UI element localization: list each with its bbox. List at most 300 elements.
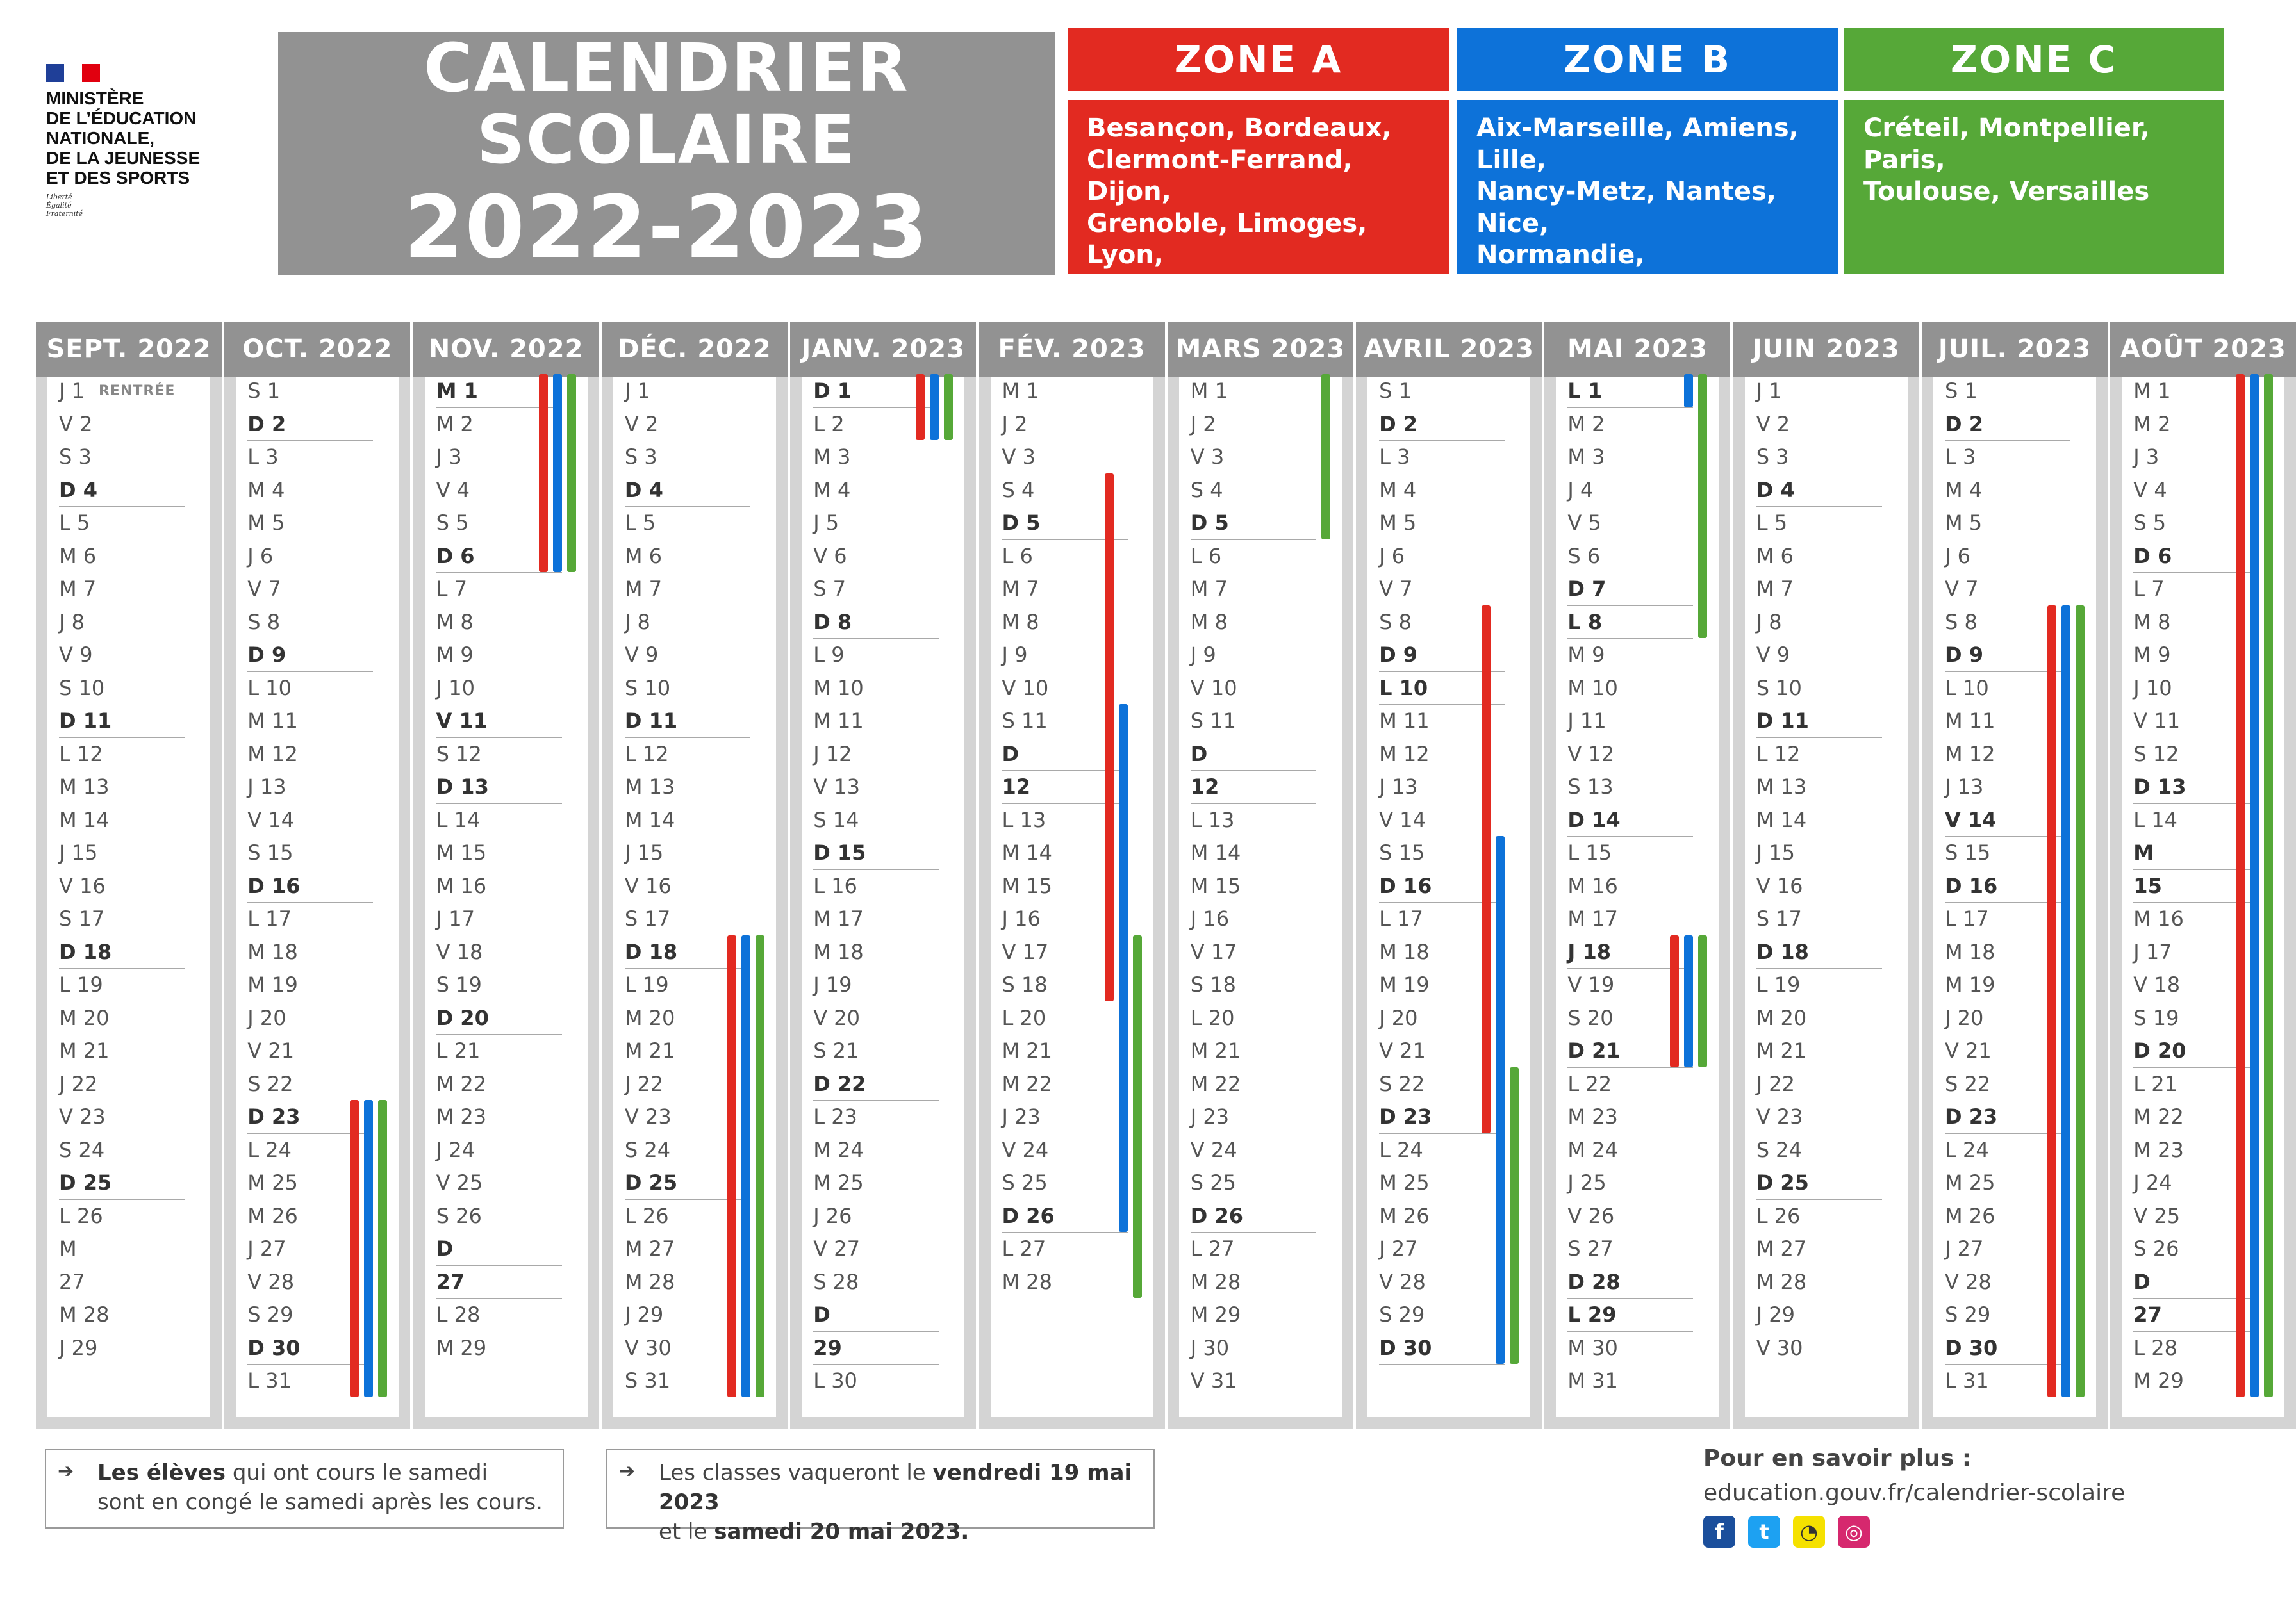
day-row <box>1191 1101 1316 1133</box>
day-label: J 29 <box>624 1302 664 1327</box>
day-label: D 25 <box>59 1170 112 1195</box>
day-row <box>813 969 939 1001</box>
day-row <box>1567 804 1693 837</box>
day-label: M 9 <box>1567 643 1605 667</box>
day-label: D <box>1002 741 1020 766</box>
facebook-icon[interactable]: f <box>1703 1516 1735 1548</box>
month-header: JUIN 2023 <box>1733 322 1919 377</box>
day-row <box>625 705 750 738</box>
academy-line: Dijon, <box>1087 177 1171 206</box>
day-row <box>436 837 562 869</box>
day-row <box>59 1233 185 1265</box>
day-label: D <box>2133 1269 2151 1294</box>
day-label: L 26 <box>624 1203 669 1228</box>
day-label: V 4 <box>2133 477 2167 502</box>
day-row <box>813 1332 939 1365</box>
saturday-note <box>45 1449 564 1529</box>
day-row <box>813 870 939 902</box>
day-label: S 4 <box>1190 477 1223 502</box>
day-label: M 15 <box>1002 873 1052 898</box>
month-column <box>224 322 410 1429</box>
day-row <box>59 1266 185 1298</box>
holiday-bar-zone-c <box>2076 605 2085 1397</box>
day-label: V 17 <box>1002 939 1049 964</box>
day-label: J 3 <box>2133 445 2160 469</box>
day-label: J 22 <box>624 1071 664 1096</box>
day-row <box>1756 738 1882 770</box>
zone-a <box>1068 28 1449 274</box>
academy-line: Nice, <box>1476 208 1549 238</box>
day-row <box>436 705 562 738</box>
day-label: M 23 <box>2133 1137 2184 1162</box>
day-label: J 13 <box>247 775 286 799</box>
day-label: L 10 <box>1945 675 1989 700</box>
day-label: V 4 <box>436 477 470 502</box>
day-label: D 4 <box>1756 477 1795 502</box>
day-row <box>625 474 750 507</box>
day-row <box>59 1101 185 1133</box>
day-label: S 8 <box>1945 609 1978 634</box>
day-label: M 3 <box>1567 445 1605 469</box>
day-row <box>1945 507 2070 539</box>
day-label: M 16 <box>436 873 487 898</box>
day-row <box>1945 375 2070 407</box>
day-label: M 28 <box>59 1302 110 1327</box>
day-label: M 21 <box>59 1038 110 1063</box>
day-row <box>59 573 185 605</box>
day-label: S 4 <box>1002 477 1035 502</box>
day-row <box>1002 1200 1128 1233</box>
day-label: M 18 <box>1379 939 1430 964</box>
day-label: L 31 <box>1945 1368 1989 1393</box>
holiday-bar-zone-b <box>1119 704 1128 1232</box>
day-row <box>1945 441 2070 473</box>
day-row <box>1567 870 1693 902</box>
month-column <box>1733 322 1919 1429</box>
day-label: M 21 <box>1002 1038 1052 1063</box>
day-label: L 6 <box>1002 543 1033 568</box>
motto-line: Égalité <box>46 201 72 209</box>
day-row <box>813 1200 939 1232</box>
day-label: M 7 <box>1190 577 1228 601</box>
day-row <box>813 540 939 572</box>
day-row <box>1567 639 1693 671</box>
month-days <box>802 377 964 1417</box>
day-label: M 2 <box>436 411 474 436</box>
day-label: M 19 <box>1379 972 1430 997</box>
day-label: S 18 <box>1190 972 1236 997</box>
day-row <box>813 1068 939 1101</box>
day-row <box>247 771 373 803</box>
day-label: M 26 <box>247 1203 298 1228</box>
day-label: L 26 <box>1756 1203 1801 1228</box>
day-label: J 1 <box>624 379 650 403</box>
day-label: S 6 <box>1567 543 1601 568</box>
day-row <box>247 936 373 968</box>
day-label: M 28 <box>624 1269 675 1294</box>
day-label: M 14 <box>1756 807 1807 832</box>
day-row <box>247 1002 373 1034</box>
day-row <box>59 804 185 836</box>
academy-line: Paris, <box>1863 145 1945 175</box>
day-label: M 9 <box>436 643 474 667</box>
day-row <box>1756 507 1882 539</box>
day-row <box>1756 639 1882 671</box>
month-column <box>979 322 1165 1429</box>
day-row <box>1567 1332 1693 1364</box>
day-label: S 8 <box>247 609 281 634</box>
more-info-link[interactable]: education.gouv.fr/calendrier-scolaire <box>1703 1480 2126 1506</box>
day-label: D 1 <box>813 379 852 403</box>
day-label: D 25 <box>624 1170 678 1195</box>
day-label: V 12 <box>1567 741 1615 766</box>
day-label: V 18 <box>436 939 483 964</box>
day-row <box>1756 1332 1882 1364</box>
day-label: V 14 <box>247 807 295 832</box>
day-row <box>813 1002 939 1034</box>
month-header: MARS 2023 <box>1168 322 1353 377</box>
holiday-bar-zone-a <box>2047 605 2056 1397</box>
day-row <box>436 936 562 968</box>
holiday-bar-zone-b <box>930 374 939 440</box>
day-label: S 22 <box>247 1071 293 1096</box>
bridge-note <box>606 1449 1155 1545</box>
day-row <box>1002 1101 1128 1133</box>
day-row <box>813 474 939 506</box>
day-label: J 2 <box>1190 411 1216 436</box>
day-label: M 25 <box>1945 1170 1995 1195</box>
ministry-name-line: MINISTÈRE <box>46 88 144 108</box>
day-label: V 25 <box>436 1170 483 1195</box>
day-label: D 9 <box>1945 643 1983 667</box>
day-row <box>1756 1068 1882 1100</box>
holiday-bar-zone-b <box>741 935 750 1397</box>
day-label: D 13 <box>2133 775 2186 799</box>
day-label: J 10 <box>436 675 475 700</box>
day-label: J 5 <box>813 511 839 535</box>
day-row <box>813 1035 939 1067</box>
day-label: V 13 <box>813 775 860 799</box>
day-label: L 3 <box>1379 445 1410 469</box>
day-label: L 7 <box>436 577 467 601</box>
month-column <box>1922 322 2108 1429</box>
day-label: D 26 <box>1002 1203 1055 1228</box>
day-label: M 1 <box>2133 379 2171 403</box>
holiday-bar-zone-b <box>1684 935 1693 1067</box>
day-row <box>436 1068 562 1100</box>
day-row <box>1756 672 1882 704</box>
day-label: J 8 <box>1756 609 1782 634</box>
day-label: S 20 <box>1567 1005 1614 1030</box>
day-label: J 11 <box>1567 709 1606 733</box>
month-days <box>1745 377 1908 1417</box>
holiday-bar-zone-c <box>378 1100 387 1397</box>
day-row <box>813 936 939 968</box>
academy-line: Nancy-Metz, Nantes, <box>1476 177 1776 206</box>
day-row <box>1567 1068 1693 1100</box>
day-label: D <box>813 1302 830 1327</box>
day-row <box>813 1101 939 1133</box>
day-label: M 8 <box>2133 609 2171 634</box>
day-label: S 29 <box>1945 1302 1991 1327</box>
holiday-bar-zone-a <box>539 374 548 572</box>
title-year: 2022-2023 <box>404 177 929 277</box>
day-label: V 2 <box>1756 411 1790 436</box>
day-label: M 22 <box>1002 1071 1052 1096</box>
day-row <box>1756 441 1882 473</box>
day-row <box>813 738 939 770</box>
day-label: D 6 <box>2133 543 2172 568</box>
day-label: V 21 <box>1945 1038 1992 1063</box>
day-row <box>436 1002 562 1035</box>
month-column <box>1168 322 1353 1429</box>
day-label: M 1 <box>1190 379 1228 403</box>
motto <box>46 193 238 218</box>
day-label: M 11 <box>247 709 298 733</box>
day-row <box>1002 441 1128 473</box>
day-row <box>1756 969 1882 1001</box>
day-label: S 1 <box>247 379 281 403</box>
title-line-1: CALENDRIER <box>424 29 909 107</box>
day-label: L 5 <box>624 511 656 535</box>
day-label: V 9 <box>624 643 659 667</box>
day-row <box>625 870 750 902</box>
day-label: L 5 <box>59 511 90 535</box>
day-label: S 18 <box>1002 972 1048 997</box>
day-label: L 19 <box>624 972 669 997</box>
day-label: M 29 <box>2133 1368 2184 1393</box>
zone-c-academies <box>1844 100 2224 274</box>
day-label: S 12 <box>2133 741 2179 766</box>
day-label: L 14 <box>2133 807 2178 832</box>
day-row <box>813 804 939 836</box>
day-label: M <box>59 1236 77 1261</box>
day-row <box>1379 1332 1505 1365</box>
day-row <box>1191 1035 1316 1067</box>
day-label: M 12 <box>1945 741 1995 766</box>
day-label: M 22 <box>436 1071 487 1096</box>
day-row <box>436 672 562 704</box>
day-label: S 26 <box>2133 1236 2179 1261</box>
day-label: M 28 <box>1190 1269 1241 1294</box>
month-header: JUIL. 2023 <box>1922 322 2108 377</box>
day-label: M 5 <box>1945 511 1983 535</box>
day-label: V 18 <box>2133 972 2181 997</box>
day-label: S 29 <box>247 1302 293 1327</box>
day-row <box>625 441 750 473</box>
zone-c-label: ZONE C <box>1844 28 2224 91</box>
day-label: L 31 <box>247 1368 292 1393</box>
day-label: V 5 <box>1567 511 1601 535</box>
day-label: 12 <box>1002 775 1031 799</box>
day-row <box>1191 870 1316 902</box>
day-label: S 17 <box>624 906 671 931</box>
day-row <box>1567 441 1693 473</box>
day-label: M <box>2133 840 2154 865</box>
day-label: D 6 <box>436 543 475 568</box>
day-row <box>59 1002 185 1034</box>
day-label: J 30 <box>1190 1335 1230 1360</box>
academy-line: Grenoble, Limoges, <box>1087 208 1367 238</box>
day-row <box>1756 771 1882 803</box>
ministry-logo <box>46 64 238 218</box>
day-row <box>813 1266 939 1298</box>
day-row <box>436 969 562 1001</box>
day-label: M 13 <box>59 775 110 799</box>
day-label: M 4 <box>1945 477 1983 502</box>
day-row <box>436 1200 562 1232</box>
day-row <box>1191 1068 1316 1100</box>
day-label: M 12 <box>247 741 298 766</box>
day-label: V 26 <box>1567 1203 1615 1228</box>
holiday-bar-zone-c <box>1698 374 1707 638</box>
day-row <box>1379 375 1505 407</box>
day-label: L 28 <box>2133 1335 2178 1360</box>
day-label: L 13 <box>1002 807 1046 832</box>
day-label: J 9 <box>1190 643 1216 667</box>
holiday-bar-zone-c <box>2264 374 2273 1397</box>
day-row <box>1567 540 1693 572</box>
day-label: M 2 <box>1567 411 1605 436</box>
french-flag-icon <box>46 64 100 82</box>
day-label: V 28 <box>1945 1269 1992 1294</box>
day-label: J 12 <box>813 741 852 766</box>
day-row <box>436 1134 562 1166</box>
day-row <box>59 1167 185 1200</box>
day-row <box>1567 573 1693 606</box>
day-row <box>59 837 185 869</box>
day-row <box>1191 474 1316 506</box>
day-label: V 11 <box>2133 709 2181 733</box>
day-row <box>1002 1068 1128 1100</box>
day-label: D 30 <box>1379 1335 1432 1360</box>
day-label: S 11 <box>1190 709 1236 733</box>
day-label: J 18 <box>1567 939 1611 964</box>
day-label: D 11 <box>1756 709 1809 733</box>
day-label: S 5 <box>436 511 469 535</box>
day-label: D 28 <box>1567 1269 1621 1294</box>
month-days <box>236 377 399 1417</box>
day-label: M 19 <box>1945 972 1995 997</box>
day-row <box>1756 375 1882 407</box>
day-label: D 11 <box>624 709 678 733</box>
day-label: L 27 <box>1190 1236 1235 1261</box>
day-label: J 23 <box>1002 1104 1041 1129</box>
day-row <box>625 573 750 605</box>
day-label: M 19 <box>247 972 298 997</box>
day-row <box>625 606 750 638</box>
day-row <box>1756 1200 1882 1232</box>
day-row <box>1756 705 1882 738</box>
saturday-note-line-2: sont en congé le samedi après les cours. <box>97 1489 543 1515</box>
month-days <box>1367 377 1530 1417</box>
day-label: S 24 <box>1756 1137 1802 1162</box>
instagram-icon[interactable]: ◎ <box>1838 1516 1870 1548</box>
day-row <box>1191 738 1316 771</box>
day-label: V 7 <box>247 577 281 601</box>
day-row <box>59 1035 185 1067</box>
day-label: M 14 <box>1190 840 1241 865</box>
day-row <box>247 441 373 473</box>
month-header: DÉC. 2022 <box>602 322 788 377</box>
day-label: J 8 <box>624 609 650 634</box>
day-row <box>247 573 373 605</box>
day-row <box>59 705 185 738</box>
holiday-bar-zone-c <box>1510 1067 1519 1365</box>
day-label: M 9 <box>2133 643 2171 667</box>
day-row <box>1002 408 1128 440</box>
day-label: V 25 <box>2133 1203 2181 1228</box>
day-label: M 6 <box>1756 543 1794 568</box>
day-label: J 16 <box>1002 906 1041 931</box>
day-row <box>1756 1167 1882 1200</box>
day-label: D 18 <box>1756 939 1809 964</box>
day-row <box>1191 1266 1316 1298</box>
day-row <box>247 408 373 441</box>
month-days <box>1933 377 2096 1417</box>
day-row <box>1191 1134 1316 1166</box>
day-row <box>625 903 750 935</box>
day-row <box>1567 1266 1693 1299</box>
motto-line: Fraternité <box>46 209 83 218</box>
zone-b-label: ZONE B <box>1457 28 1838 91</box>
day-label: M 17 <box>1567 906 1618 931</box>
day-label: S 24 <box>59 1137 105 1162</box>
twitter-icon[interactable]: t <box>1748 1516 1780 1548</box>
day-label: L 28 <box>436 1302 481 1327</box>
month-header: FÉV. 2023 <box>979 322 1165 377</box>
day-row <box>436 1233 562 1266</box>
day-label: V 11 <box>436 709 488 733</box>
day-label: D 9 <box>1379 643 1418 667</box>
day-row <box>1567 771 1693 803</box>
day-label: M 29 <box>436 1335 487 1360</box>
academy-line: Toulouse, Versailles <box>1863 177 2150 206</box>
holiday-bar-zone-b <box>2250 374 2259 1397</box>
month-days <box>425 377 588 1417</box>
day-row <box>247 474 373 506</box>
snapchat-icon[interactable]: ◔ <box>1793 1516 1825 1548</box>
day-row <box>1567 1134 1693 1166</box>
day-label: M 18 <box>1945 939 1995 964</box>
day-row <box>436 1101 562 1133</box>
day-label: D 21 <box>1567 1038 1621 1063</box>
day-label: M 15 <box>436 840 487 865</box>
day-row <box>1567 474 1693 506</box>
day-label: M 2 <box>2133 411 2171 436</box>
day-label: J 1 <box>59 379 85 403</box>
day-label: L 7 <box>2133 577 2165 601</box>
day-label: M 31 <box>1567 1368 1618 1393</box>
day-label: S 10 <box>59 675 105 700</box>
day-label: V 20 <box>813 1005 860 1030</box>
day-row <box>1002 1233 1128 1265</box>
day-row <box>1002 1002 1128 1034</box>
day-label: M 10 <box>1567 675 1618 700</box>
day-label: M 8 <box>436 609 474 634</box>
day-row <box>436 903 562 935</box>
day-label: D 30 <box>247 1335 301 1360</box>
day-row <box>1191 804 1316 836</box>
day-row <box>1567 1233 1693 1265</box>
academy-line: Aix-Marseille, Amiens, <box>1476 113 1799 143</box>
day-row <box>59 1068 185 1100</box>
zone-b <box>1457 28 1838 274</box>
day-row <box>1191 969 1316 1001</box>
day-label: J 10 <box>2133 675 2172 700</box>
holiday-bar-zone-b <box>553 374 562 572</box>
day-row <box>813 1134 939 1166</box>
